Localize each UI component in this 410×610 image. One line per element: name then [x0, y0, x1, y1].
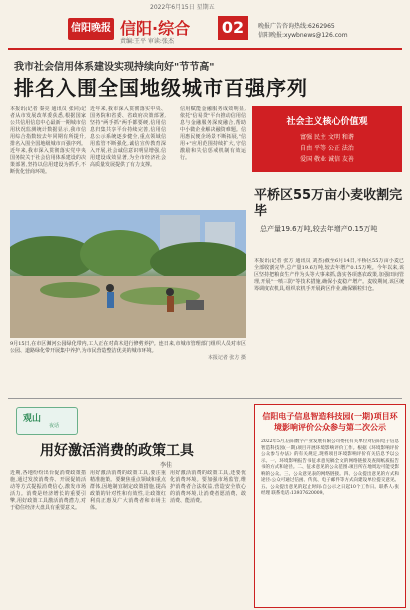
notice-title: 信阳电子信息智造科技园(一期)项目环境影响评价公众参与第二次公示 [262, 412, 398, 432]
campaign-line-3: 爱国 敬业 诚信 友善 [300, 156, 354, 163]
photo-caption [10, 341, 246, 362]
opinion-author: 李佳 [160, 462, 173, 469]
column-tag-title: 观山 [23, 414, 42, 424]
notice-body: 2022年5月,信阳数字产业发展有限公司委托有关单位对信阳电子信息智造科技园(一期)项目开展环境影响评价工作。根据《环境影响评价公众参与办法》的有关规定,现将项目环境影响评价有关信息予以公示。一、环境影响报告书征求意见稿全文的网络链接及查阅纸质报告书的方式和途径。二、征求意见的公众范围:项目所在地周边可能受影响的公众。三、公众意见表的网络链接。四、公众提出意见的方式和途径:公众可通过信函、传真、电子邮件等方式向建设单位提交意见。五、公众提出意见的起止时间:自公示之日起10个工作日。联系人:张经理 联系电话:13937620009。 [261, 439, 399, 496]
wheat-body: 本报讯(记者 张方 通讯员 刘杰)截至6月14日,平桥区55万亩小麦已全部收割完毕,总产量19.6万吨,较去年增产0.15万吨。今年以来,该区坚持把粮食生产作为头等大事来抓,落实各项惠农政策,加强田间管理,开展"一喷三防"等技术措施,确保小麦稳产增产。麦收期间,该区统筹调度农机具,组织农机手开展跨区作业,确保颗粒归仓。 [254, 258, 404, 292]
wheat-headline: 平桥区55万亩小麦收割完毕 [254, 188, 403, 219]
column-tag-sub: 夜话 [49, 423, 60, 429]
campaign-panel [252, 106, 402, 172]
opinion-column-3: 用好激活消费的政策工具,还要优化消费环境。要加强市场监管,维护消费者合法权益,营造安全放心的消费环境,让消费者愿消费、敢消费、能消费。 [170, 470, 246, 504]
park-scene-illustration [10, 210, 246, 338]
issue-date: 2022年6月15日 星期五 [150, 4, 215, 11]
column-tag [16, 407, 78, 435]
opinion-column-1: 近期,各地纷纷出台促消费政策措施,通过发放消费券、开展促销活动等方式提振消费信心,激发市场活力。消费是经济增长的重要引擎,用好政策工具激活消费潜力,对于稳住经济大盘具有重要意义。 [10, 470, 86, 511]
caption-text: 9月15日,在市区浉河公园绿化带内,工人正在对苗木进行修剪养护。连日来,市城市管理部门组织人员对市区公园、道路绿化带开展集中养护,为市民营造整洁优美的城市环境。 [10, 341, 246, 354]
lead-column-2: 近年来,我市深入贯彻落实中央、国务院和省委、省政府决策部署,坚持"两手抓"两手都要硬,信用信息归集共享平台持续完善,信用信息公示系统逐步健全,重点领域信用监管不断强化,诚信宣传教育深入开展,社会诚信意识明显增强,信用建设成效显著,为全市经济社会高质量发展提供了有力支撑。 [90, 106, 166, 168]
photo-credit: 本报记者 张方 摄 [207, 355, 246, 361]
campaign-line-2: 自由 平等 公正 法治 [300, 145, 354, 152]
lead-column-1: 本报讯(记者 秦亮 通讯员 张同)记者从市发展改革委获悉,根据国家公共信用信息中心最新一期城市信用状况监测统计数据显示,我市信用综合指数较去年同期有所提升,排名入围全国地级城市百强序列。近年来,我市深入贯彻落实党中央国务院关于社会信用体系建设的决策部署,坚持以信用建设为抓手,不断优化营商环境。 [10, 106, 86, 175]
news-photo [10, 210, 246, 338]
lead-headline: 排名入围全国地级城市百强序列 [14, 76, 308, 100]
section-editors: 责编:王平 审读:张杰 [120, 38, 174, 45]
masthead-contact [258, 22, 348, 40]
ad-hotline: 晚报广告咨询热线:6262965 [258, 23, 335, 30]
section-divider [8, 398, 402, 399]
opinion-column-2: 用好激活消费的政策工具,要注重精准施策。要聚焦重点领域和重点群体,因地制宜制定政策措施,提高政策的针对性和有效性,让政策红利真正惠及广大消费者和市场主体。 [90, 470, 166, 511]
masthead [8, 12, 402, 50]
section-title: 信阳·综合 [120, 19, 191, 38]
public-notice [254, 404, 406, 608]
contact-email: 信阳晚报:xywbnews@126.com [258, 32, 348, 39]
lead-column-3: 信用赋能金融服务成效明显,依托"信易贷"平台推动信用信息与金融服务深度融合,帮助中小微企业解决融资难题。信用惠民便企场景不断拓展,"信用+"应用范围持续扩大,守信激励和失信惩戒机制有效运行。 [180, 106, 246, 161]
paper-logo: 信阳晚报 [68, 18, 114, 40]
wheat-subheadline: 总产量19.6万吨,较去年增产0.15万吨 [260, 225, 378, 233]
page-number: 02 [218, 16, 248, 40]
campaign-title: 社会主义核心价值观 [286, 117, 368, 127]
campaign-line-1: 富强 民主 文明 和谐 [300, 134, 354, 141]
opinion-headline: 用好激活消费的政策工具 [40, 443, 194, 459]
lead-kicker: 我市社会信用体系建设实现持续向好"节节高" [14, 62, 215, 73]
